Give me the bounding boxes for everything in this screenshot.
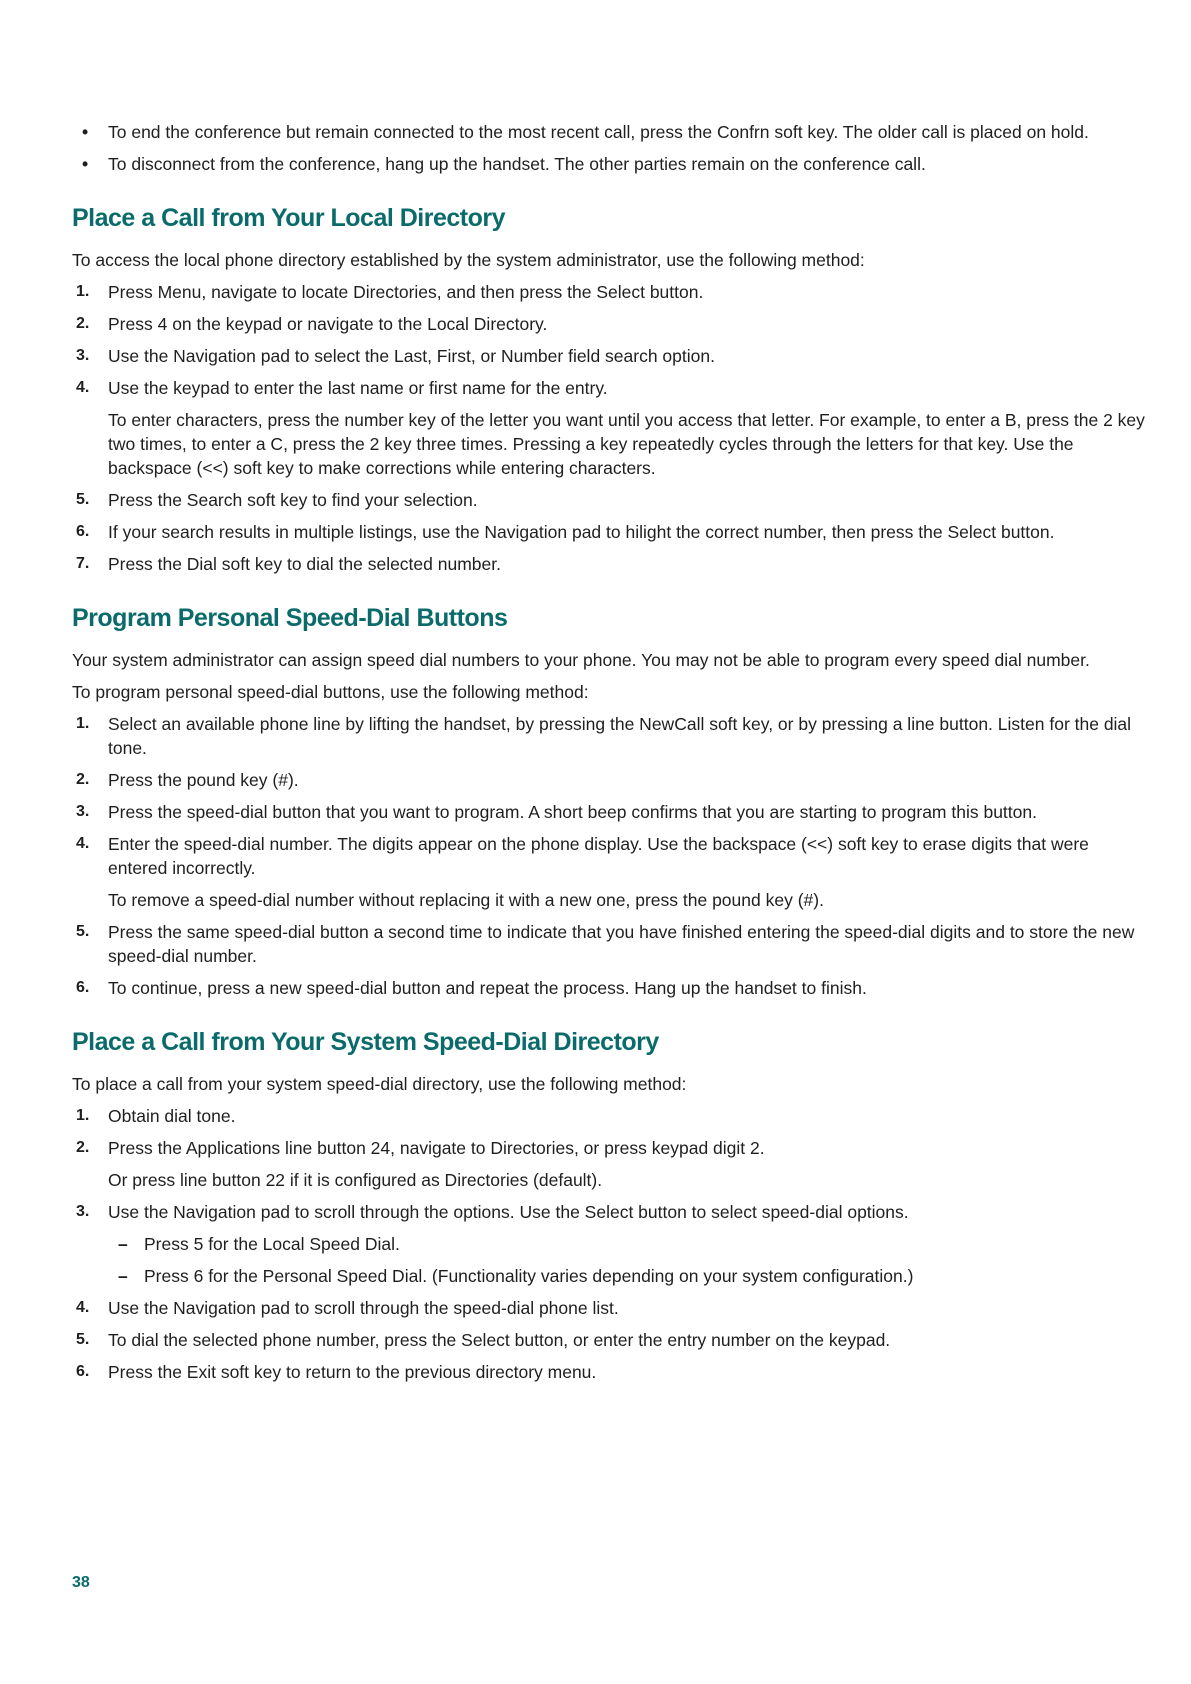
step-note: Or press line button 22 if it is configured as Directories (default). xyxy=(108,1170,603,1190)
step-number: 6. xyxy=(76,979,90,996)
bullet-text: To end the conference but remain connected to the most recent call, press the Confrn soft key. The older call is placed on hold. xyxy=(108,122,1089,142)
section-intro: To place a call from your system speed-dial directory, use the following method: xyxy=(72,1074,687,1094)
step-text: Press 4 on the keypad or navigate to the Local Directory. xyxy=(108,314,548,334)
step-number: 2. xyxy=(76,315,90,332)
section-intro: To access the local phone directory established by the system administrator, use the following method: xyxy=(72,250,865,270)
page-number: 38 xyxy=(72,1574,90,1591)
step-item xyxy=(72,488,1152,512)
step-item xyxy=(72,1200,1152,1224)
section-heading: Place a Call from Your System Speed-Dial Directory xyxy=(72,1028,659,1056)
step-number: 1. xyxy=(76,715,90,732)
step-number: 4. xyxy=(76,379,90,396)
step-text: Press the Search soft key to find your selection. xyxy=(108,490,478,510)
bullet-marker: • xyxy=(82,122,89,142)
step-number: 3. xyxy=(76,803,90,820)
step-number: 3. xyxy=(76,1203,90,1220)
step-item xyxy=(72,920,1152,968)
sub-option xyxy=(72,1232,1152,1256)
step-text: Use the Navigation pad to scroll through the speed-dial phone list. xyxy=(108,1298,619,1318)
step-text: To continue, press a new speed-dial button and repeat the process. Hang up the handset to finish. xyxy=(108,978,867,998)
step-item xyxy=(72,280,1152,304)
bullet-marker: • xyxy=(82,154,89,174)
step-item xyxy=(72,1296,1152,1320)
step-item xyxy=(72,1360,1152,1384)
section-heading: Program Personal Speed-Dial Buttons xyxy=(72,604,508,632)
step-text: Obtain dial tone. xyxy=(108,1106,236,1126)
step-text: Press the Applications line button 24, navigate to Directories, or press keypad digit 2. xyxy=(108,1138,765,1158)
step-number: 5. xyxy=(76,1331,90,1348)
step-item xyxy=(72,552,1152,576)
step-text: Use the Navigation pad to select the Last, First, or Number field search option. xyxy=(108,346,715,366)
step-number: 1. xyxy=(76,283,90,300)
step-item xyxy=(72,976,1152,1000)
page-content xyxy=(72,120,1152,1392)
step-text: Press the Exit soft key to return to the previous directory menu. xyxy=(108,1362,597,1382)
step-number: 6. xyxy=(76,1363,90,1380)
step-number: 2. xyxy=(76,1139,90,1156)
step-text: Select an available phone line by lifting the handset, by pressing the NewCall soft key, or by pressing a line button. Listen for the dial tone. xyxy=(108,714,1132,758)
step-item xyxy=(72,800,1152,824)
step-note: To enter characters, press the number key of the letter you want until you access that letter. For example, to enter a B, press the 2 key two times, to enter a C, press the 2 key three times. Pressing a key repeatedly cycles through the letters for that key. Use the backspace (<<) soft key to make corrections while entering characters. xyxy=(108,410,1145,478)
step-text: Press the pound key (#). xyxy=(108,770,299,790)
step-item xyxy=(72,344,1152,368)
step-number: 1. xyxy=(76,1107,90,1124)
section-local-directory xyxy=(72,202,1152,576)
step-item xyxy=(72,376,1152,400)
step-number: 7. xyxy=(76,555,90,572)
step-number: 4. xyxy=(76,1299,90,1316)
section-speed-dial-buttons xyxy=(72,602,1152,1000)
bullet-item xyxy=(72,120,1152,144)
step-text: To dial the selected phone number, press the Select button, or enter the entry number on the keypad. xyxy=(108,1330,891,1350)
step-number: 6. xyxy=(76,523,90,540)
step-number: 3. xyxy=(76,347,90,364)
step-item xyxy=(72,1136,1152,1160)
step-number: 2. xyxy=(76,771,90,788)
step-text: Use the keypad to enter the last name or first name for the entry. xyxy=(108,378,608,398)
step-item xyxy=(72,1328,1152,1352)
step-number: 5. xyxy=(76,923,90,940)
step-item xyxy=(72,832,1152,880)
section-intro: To program personal speed-dial buttons, use the following method: xyxy=(72,682,589,702)
bullet-item xyxy=(72,152,1152,176)
step-item xyxy=(72,520,1152,544)
step-number: 5. xyxy=(76,491,90,508)
step-text: If your search results in multiple listings, use the Navigation pad to hilight the correct number, then press the Select button. xyxy=(108,522,1055,542)
step-text: Press the speed-dial button that you want to program. A short beep confirms that you are starting to program this button. xyxy=(108,802,1037,822)
step-text: Press Menu, navigate to locate Directories, and then press the Select button. xyxy=(108,282,704,302)
sub-option-text: Press 6 for the Personal Speed Dial. (Functionality varies depending on your system configuration.) xyxy=(144,1266,914,1286)
step-item xyxy=(72,768,1152,792)
dash-marker: – xyxy=(118,1266,128,1286)
section-system-speed-dial xyxy=(72,1026,1152,1384)
step-number: 4. xyxy=(76,835,90,852)
step-text: Press the same speed-dial button a second time to indicate that you have finished entering the speed-dial digits and to store the new speed-dial number. xyxy=(108,922,1135,966)
dash-marker: – xyxy=(118,1234,128,1254)
bullet-list xyxy=(72,120,1152,176)
step-text: Enter the speed-dial number. The digits appear on the phone display. Use the backspace (<<) soft key to erase digits that were entered incorrectly. xyxy=(108,834,1089,878)
step-note: To remove a speed-dial number without replacing it with a new one, press the pound key (#). xyxy=(108,890,824,910)
sub-option-text: Press 5 for the Local Speed Dial. xyxy=(144,1234,400,1254)
step-text: Use the Navigation pad to scroll through the options. Use the Select button to select speed-dial options. xyxy=(108,1202,909,1222)
step-item xyxy=(72,1104,1152,1128)
bullet-text: To disconnect from the conference, hang up the handset. The other parties remain on the conference call. xyxy=(108,154,926,174)
step-item xyxy=(72,312,1152,336)
section-intro: Your system administrator can assign speed dial numbers to your phone. You may not be able to program every speed dial number. xyxy=(72,650,1090,670)
section-heading: Place a Call from Your Local Directory xyxy=(72,204,506,232)
sub-option xyxy=(72,1264,1152,1288)
step-item xyxy=(72,712,1152,760)
step-text: Press the Dial soft key to dial the selected number. xyxy=(108,554,501,574)
